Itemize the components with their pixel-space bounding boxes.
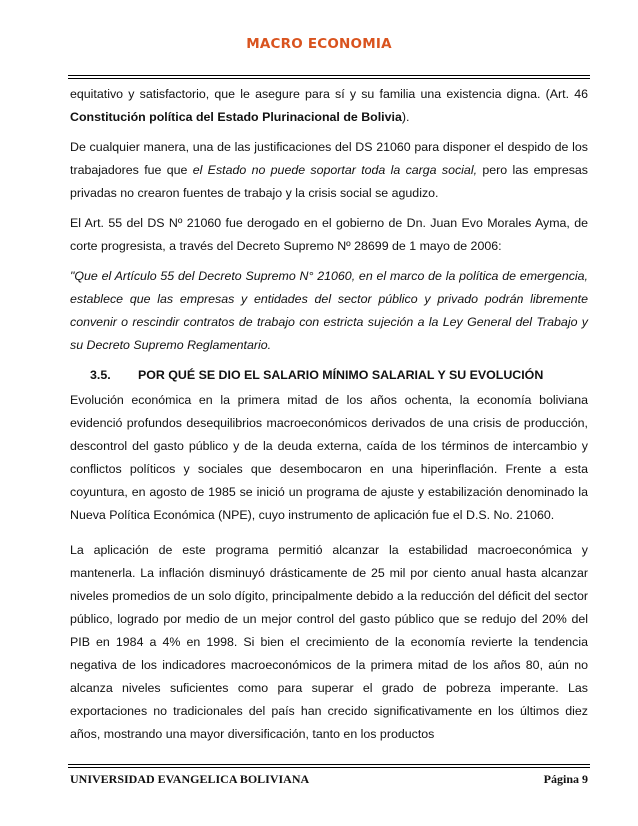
- footer-university: UNIVERSIDAD EVANGELICA BOLIVIANA: [70, 772, 310, 786]
- paragraph-5: Evolución económica en la primera mitad de los años ochenta, la economía boliviana evidenció profundos desequilibrios macroeconómicos derivados de una crisis de producción, descontrol del gasto público y de la deuda externa, caída de los términos de intercambio y conflictos políticos y sociales que desembocaron en una hiperinflación. Frente a esta coyuntura, en agosto de 1985 se inició un programa de ajuste y estabilización denominado la Nueva Política Económica (NPE), cuyo instrumento de aplicación fue el D.S. No. 21060.: [70, 393, 588, 522]
- header-divider: [68, 75, 590, 79]
- paragraph-1: [70, 83, 588, 129]
- paragraph-4-decree-quote: "Que el Artículo 55 del Decreto Supremo N° 21060, en el marco de la política de emergencia, establece que las empresas y entidades del sector público y privado podrán libremente convenir o rescindir contratos de trabajo con estricta sujeción a la Ley General del Trabajo y su Decreto Supremo Reglamentario.: [70, 269, 588, 352]
- section-heading: [90, 364, 588, 387]
- paragraph-3: El Art. 55 del DS Nº 21060 fue derogado en el gobierno de Dn. Juan Evo Morales Ayma, de corte progresista, a través del Decreto Supremo Nº 28699 de 1 mayo de 2006:: [70, 216, 588, 253]
- document-body: [70, 83, 588, 746]
- footer-divider: [68, 764, 590, 768]
- footer-page-number: Página 9: [543, 772, 588, 786]
- paragraph-2: [70, 136, 588, 205]
- paragraph-6: La aplicación de este programa permitió alcanzar la estabilidad macroeconómica y mantenerla. La inflación disminuyó drásticamente de 25 mil por ciento anual hasta alcanzar niveles promedios de un solo dígito, principalmente debido a la reducción del déficit del sector público, logrado por medio de un mejor control del gasto público que se redujo del 20% del PIB en 1984 a 4% en 1998. Si bien el crecimiento de la economía revierte la tendencia negativa de los indicadores macroeconómicos de la primera mitad de los años 80, aún no alcanza niveles suficientes como para superar el grado de pobreza imperante. Las exportaciones no tradicionales del país han crecido significativamente en los últimos diez años, mostrando una mayor diversificación, tanto en los productos: [70, 543, 588, 741]
- section-number: 3.5.: [90, 368, 111, 382]
- section-title: POR QUÉ SE DIO EL SALARIO MÍNIMO SALARIAL Y SU EVOLUCIÓN: [138, 368, 544, 382]
- paragraph-1-text-b: ).: [401, 110, 410, 124]
- paragraph-2-text-b: pero las empresas privadas no crearon fuentes de trabajo y la crisis social se agudizo.: [70, 163, 588, 200]
- page-header-title: MACRO ECONOMIA: [246, 36, 392, 52]
- paragraph-2-text-a: De cualquier manera, una de las justificaciones del DS 21060 para disponer el despido de los trabajadores fue que: [70, 140, 588, 177]
- paragraph-2-italic-quote: el Estado no puede soportar toda la carga social,: [192, 163, 478, 177]
- paragraph-1-text-a: equitativo y satisfactorio, que le asegure para sí y su familia una existencia digna. (Art. 46: [70, 87, 588, 101]
- constitution-reference: Constitución política del Estado Plurinacional de Bolivia: [70, 110, 402, 124]
